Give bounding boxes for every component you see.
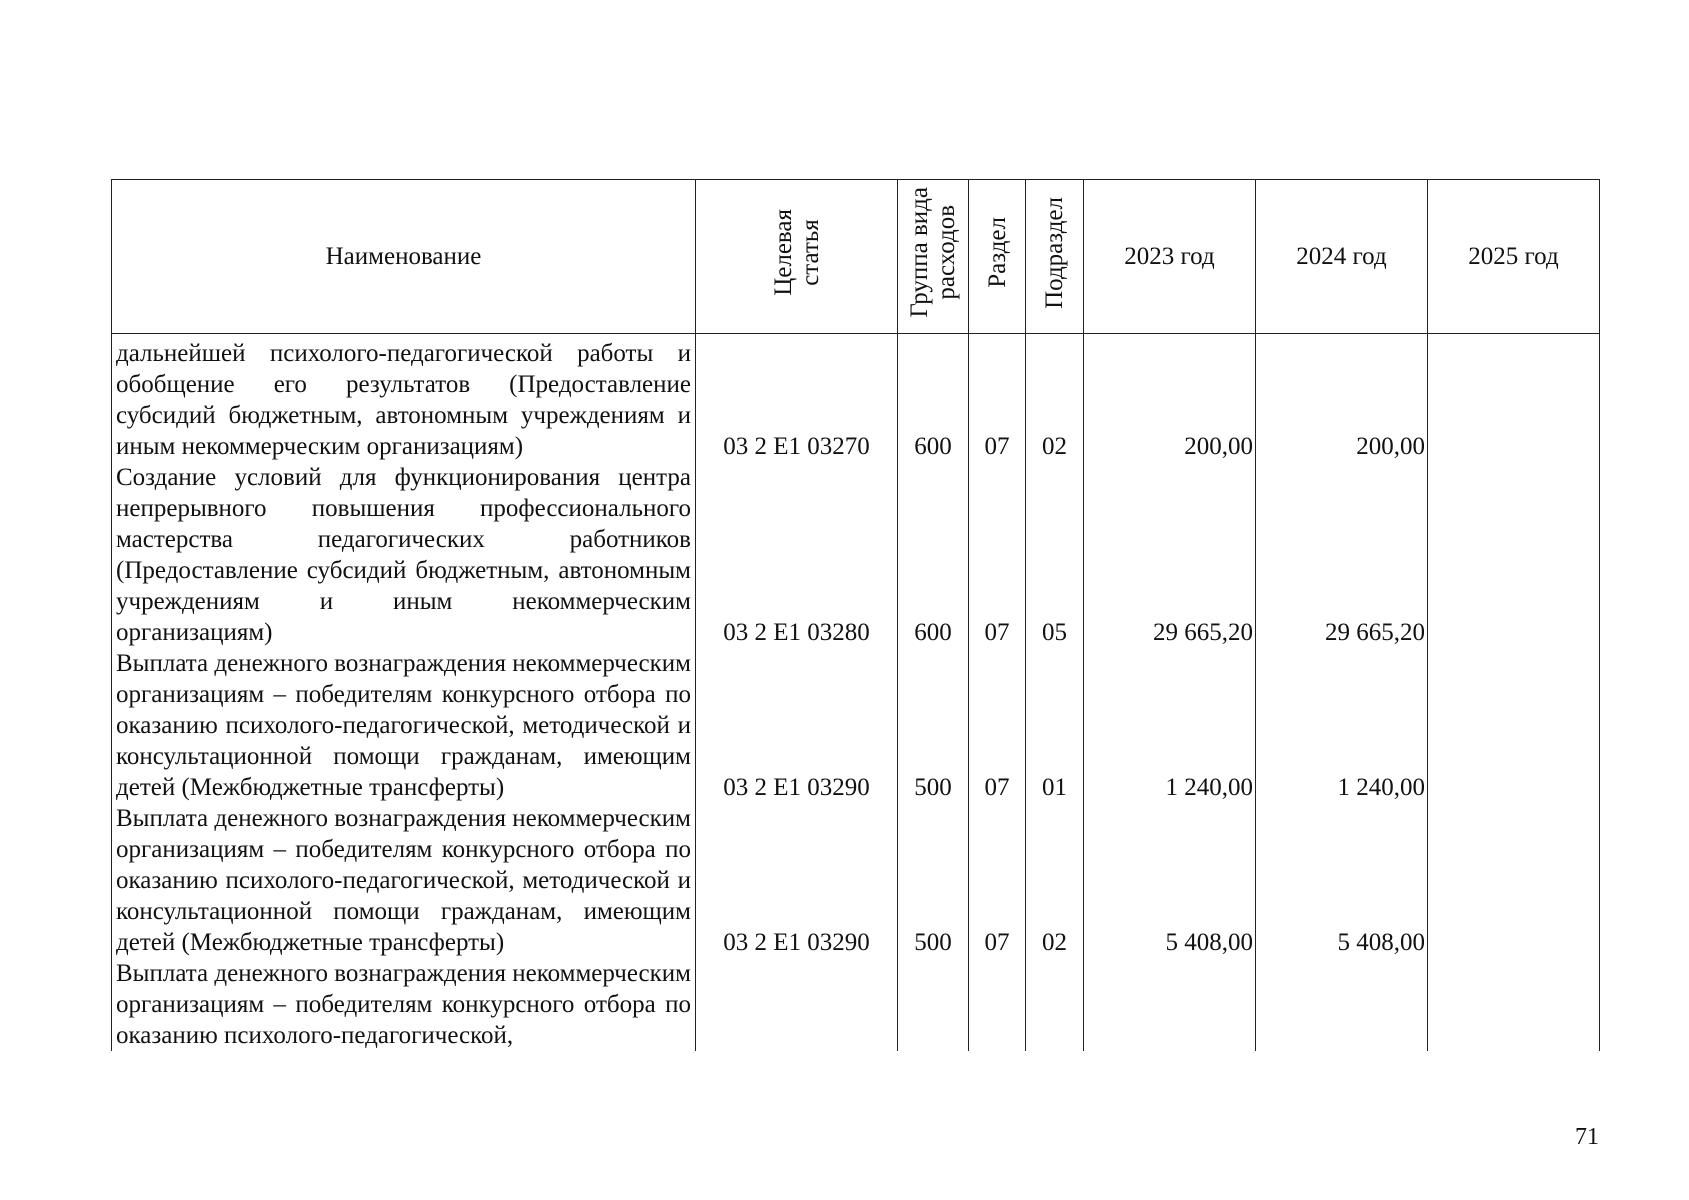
cell-section (969, 462, 1026, 648)
cell-section (969, 958, 1026, 1051)
cell-2025 (1428, 648, 1600, 803)
cell-2023 (1084, 462, 1256, 648)
cell-section-text: 07 (984, 929, 1010, 956)
header-section: Раздел (969, 180, 1026, 334)
cell-target-article-text: 03 2 E1 03270 (723, 433, 870, 460)
cell-2025 (1428, 803, 1600, 958)
cell-expense-group (898, 958, 969, 1051)
cell-target-article (696, 334, 898, 463)
table-header-row (112, 180, 1600, 334)
cell-2024 (1256, 334, 1428, 463)
cell-name (112, 334, 696, 463)
header-2025: 2025 год (1428, 180, 1600, 334)
cell-expense-group-text: 500 (914, 929, 952, 956)
header-expense-group: Группа вида расходов (898, 180, 969, 334)
cell-target-article (696, 462, 898, 648)
cell-section-text: 07 (984, 433, 1010, 460)
cell-2025 (1428, 958, 1600, 1051)
table-row (112, 334, 1600, 463)
cell-2024 (1256, 958, 1428, 1051)
cell-2024 (1256, 462, 1428, 648)
cell-2025 (1428, 462, 1600, 648)
cell-2023 (1084, 648, 1256, 803)
cell-target-article-text: 03 2 E1 03290 (723, 774, 870, 801)
cell-expense-group (898, 803, 969, 958)
cell-subsection-text: 02 (1042, 929, 1067, 956)
cell-name (112, 803, 696, 958)
cell-subsection (1026, 462, 1084, 648)
cell-subsection (1026, 648, 1084, 803)
cell-2024 (1256, 648, 1428, 803)
header-2023: 2023 год (1084, 180, 1256, 334)
cell-name-text: дальнейшей психолого-педагогической работы и обобщение его результатов (Предоставление субсидий бюджетным, автономным учреждениям и иным некоммерческим организациям) (116, 340, 691, 460)
cell-section-text: 07 (984, 619, 1010, 646)
cell-2023 (1084, 803, 1256, 958)
cell-2023-text: 200,00 (1184, 433, 1253, 460)
cell-name (112, 462, 696, 648)
cell-2025 (1428, 334, 1600, 463)
table-row (112, 648, 1600, 803)
cell-expense-group-text: 500 (914, 774, 952, 801)
cell-target-article (696, 958, 898, 1051)
cell-2023-text: 5 408,00 (1165, 929, 1253, 956)
cell-name-text: Выплата денежного вознаграждения некоммерческим организациям – победителям конкурсного отбора по оказанию психолого-педагогической, методической и консультационной помощи гражданам, имеющим детей (Межбюджетные трансферты) (116, 650, 691, 801)
table-body (112, 334, 1600, 1052)
page-number: 71 (1575, 1124, 1599, 1150)
cell-expense-group (898, 334, 969, 463)
cell-section-text: 07 (984, 774, 1010, 801)
table-row (112, 803, 1600, 958)
table-row (112, 958, 1600, 1051)
header-2024: 2024 год (1256, 180, 1428, 334)
header-name: Наименование (112, 180, 696, 334)
cell-subsection-text: 01 (1042, 774, 1067, 801)
header-subsection: Подраздел (1026, 180, 1084, 334)
header-target-article: Целевая статья (696, 180, 898, 334)
cell-name (112, 648, 696, 803)
cell-2024-text: 200,00 (1356, 433, 1425, 460)
cell-subsection-text: 05 (1042, 619, 1067, 646)
cell-section (969, 648, 1026, 803)
cell-subsection (1026, 958, 1084, 1051)
cell-2024-text: 29 665,20 (1325, 619, 1425, 646)
cell-subsection-text: 02 (1042, 433, 1067, 460)
table-row (112, 462, 1600, 648)
cell-target-article (696, 648, 898, 803)
cell-target-article-text: 03 2 E1 03280 (723, 619, 870, 646)
cell-2023 (1084, 334, 1256, 463)
cell-2023-text: 1 240,00 (1165, 774, 1253, 801)
cell-target-article-text: 03 2 E1 03290 (723, 929, 870, 956)
cell-2024-text: 5 408,00 (1337, 929, 1425, 956)
cell-expense-group-text: 600 (914, 619, 952, 646)
cell-subsection (1026, 803, 1084, 958)
cell-2024 (1256, 803, 1428, 958)
cell-name-text: Создание условий для функционирования центра непрерывного повышения профессионального мастерства педагогических работников (Предоставление субсидий бюджетным, автономным учреждениям и иным некоммерческим организациям) (116, 464, 691, 646)
cell-subsection (1026, 334, 1084, 463)
cell-2024-text: 1 240,00 (1337, 774, 1425, 801)
cell-expense-group (898, 648, 969, 803)
cell-2023 (1084, 958, 1256, 1051)
budget-table (111, 179, 1600, 1051)
cell-target-article (696, 803, 898, 958)
cell-expense-group (898, 462, 969, 648)
cell-expense-group-text: 600 (914, 433, 952, 460)
cell-name-text: Выплата денежного вознаграждения некоммерческим организациям – победителям конкурсного отбора по оказанию психолого-педагогической, (116, 960, 691, 1049)
cell-section (969, 334, 1026, 463)
cell-2023-text: 29 665,20 (1153, 619, 1253, 646)
cell-section (969, 803, 1026, 958)
cell-name-text: Выплата денежного вознаграждения некоммерческим организациям – победителям конкурсного отбора по оказанию психолого-педагогической, методической и консультационной помощи гражданам, имеющим детей (Межбюджетные трансферты) (116, 805, 691, 956)
cell-name (112, 958, 696, 1051)
